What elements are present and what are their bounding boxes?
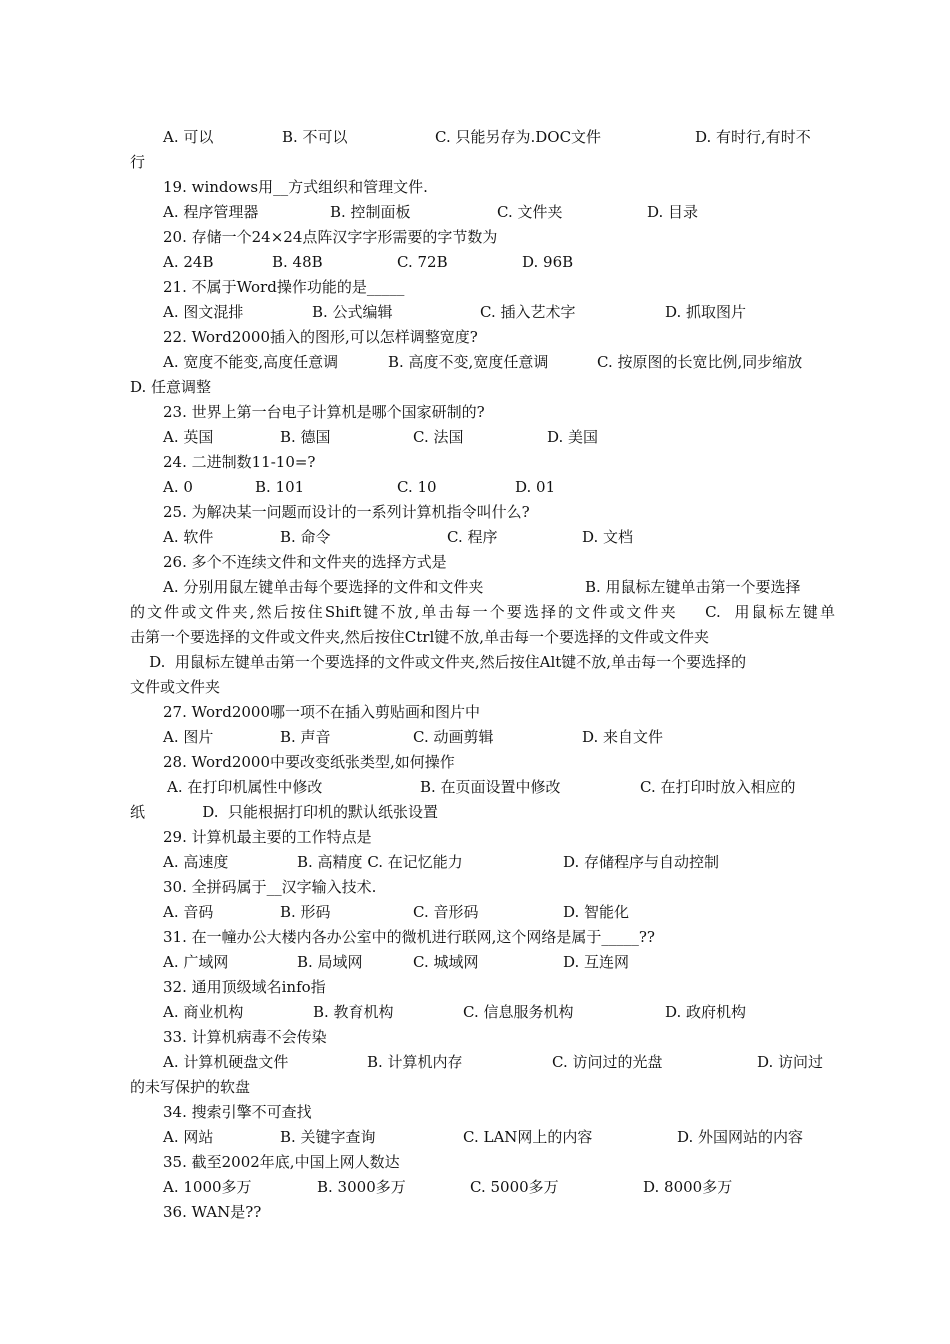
question-line: 29. 计算机最主要的工作特点是	[163, 828, 372, 846]
options-line	[130, 350, 868, 375]
option-d: D. 美国	[547, 428, 599, 446]
option-d: D. 存储程序与自动控制	[563, 853, 720, 871]
question-line: 20. 存储一个24×24点阵汉字字形需要的字节数为	[163, 228, 498, 246]
option-b: B. 声音	[280, 728, 331, 746]
option-b: B. 计算机内存	[367, 1053, 463, 1071]
options-line	[130, 950, 868, 975]
text-line: 纸 D. 只能根据打印机的默认纸张设置	[130, 803, 439, 821]
option-a: A. 高速度	[163, 853, 229, 871]
option-a: A. 软件	[163, 528, 214, 546]
text-line: 击第一个要选择的文件或文件夹,然后按住Ctrl键不放,单击每一个要选择的文件或文件夹	[130, 628, 710, 646]
option-c: C. 访问过的光盘	[552, 1053, 663, 1071]
option-b: B. 控制面板	[330, 203, 411, 221]
text-line: 文件或文件夹	[130, 678, 221, 696]
option-a: A. 程序管理器	[163, 203, 259, 221]
option-b: B. 高精度 C. 在记忆能力	[297, 853, 463, 871]
option-d: D. 访问过	[757, 1053, 824, 1071]
option-a: A. 网站	[163, 1128, 214, 1146]
question-line: 23. 世界上第一台电子计算机是哪个国家研制的?	[163, 403, 485, 421]
text-line: D. 用鼠标左键单击第一个要选择的文件或文件夹,然后按住Alt键不放,单击每一个要选择的	[130, 653, 747, 671]
option-b: B. 教育机构	[313, 1003, 394, 1021]
question-line: 22. Word2000插入的图形,可以怎样调整宽度?	[163, 328, 478, 346]
option-d: D. 8000多万	[643, 1178, 733, 1196]
options-line	[130, 250, 868, 275]
options-line	[130, 775, 868, 800]
option-a: A. 音码	[163, 903, 214, 921]
option-a: A. 商业机构	[163, 1003, 244, 1021]
option-b: B. 德国	[280, 428, 331, 446]
option-c: C. 72B	[397, 253, 448, 271]
option-a: A. 图片	[163, 728, 214, 746]
option-d: D. 政府机构	[665, 1003, 747, 1021]
option-a: A. 1000多万	[163, 1178, 252, 1196]
option-d: D. 96B	[522, 253, 574, 271]
question-line: 30. 全拼码属于__汉字输入技术.	[163, 878, 377, 896]
options-line	[130, 125, 868, 150]
option-c: C. 5000多万	[470, 1178, 559, 1196]
question-line: 36. WAN是??	[163, 1203, 262, 1221]
options-line	[130, 575, 868, 600]
question-line: 31. 在一幢办公大楼内各办公室中的微机进行联网,这个网络是属于_____??	[163, 928, 655, 946]
option-b: B. 在页面设置中修改	[420, 778, 561, 796]
option-b: B. 形码	[280, 903, 331, 921]
option-a: A. 图文混排	[163, 303, 244, 321]
option-a: A. 0	[163, 478, 193, 496]
option-d: D. 目录	[647, 203, 699, 221]
option-c: C. LAN网上的内容	[463, 1128, 593, 1146]
option-c: C. 10	[397, 478, 437, 496]
option-a: A. 广域网	[163, 953, 229, 971]
option-b: B. 公式编辑	[312, 303, 393, 321]
option-b: B. 48B	[272, 253, 323, 271]
options-line	[130, 900, 868, 925]
question-line: 35. 截至2002年底,中国上网人数达	[163, 1153, 400, 1171]
options-line	[130, 425, 868, 450]
option-b: B. 高度不变,宽度任意调	[388, 353, 549, 371]
text-line: 的文件或文件夹,然后按住Shift键不放,单击每一个要选择的文件或文件夹 C. 用鼠标左键单	[130, 603, 835, 621]
question-line: 27. Word2000哪一项不在插入剪贴画和图片中	[163, 703, 481, 721]
option-b: B. 3000多万	[317, 1178, 406, 1196]
options-line	[130, 525, 868, 550]
question-line: 26. 多个不连续文件和文件夹的选择方式是	[163, 553, 447, 571]
options-line	[130, 1125, 868, 1150]
question-line: 34. 搜索引擎不可查找	[163, 1103, 312, 1121]
option-c: C. 只能另存为.DOC文件	[435, 128, 602, 146]
option-c: C. 法国	[413, 428, 464, 446]
question-line: 25. 为解决某一问题而设计的一系列计算机指令叫什么?	[163, 503, 530, 521]
options-line	[130, 1000, 868, 1025]
option-a: A. 24B	[163, 253, 214, 271]
option-c: C. 动画剪辑	[413, 728, 494, 746]
text-line: D. 任意调整	[130, 378, 212, 396]
options-line	[130, 200, 868, 225]
option-c: C. 信息服务机构	[463, 1003, 574, 1021]
option-d: D. 抓取图片	[665, 303, 747, 321]
option-d: D. 来自文件	[582, 728, 664, 746]
option-a: A. 在打印机属性中修改	[167, 778, 323, 796]
text-line: 行	[130, 153, 146, 171]
option-b: B. 不可以	[282, 128, 348, 146]
options-line	[130, 300, 868, 325]
option-a: A. 宽度不能变,高度任意调	[163, 353, 339, 371]
question-line: 32. 通用顶级域名info指	[163, 978, 326, 996]
options-line	[130, 1175, 868, 1200]
question-line: 28. Word2000中要改变纸张类型,如何操作	[163, 753, 455, 771]
option-a: A. 计算机硬盘文件	[163, 1053, 289, 1071]
option-b: B. 101	[255, 478, 305, 496]
options-line	[130, 850, 868, 875]
option-b: B. 局域网	[297, 953, 363, 971]
options-line	[130, 1050, 868, 1075]
question-line: 19. windows用__方式组织和管理文件.	[163, 178, 428, 196]
option-c: C. 在打印时放入相应的	[640, 778, 796, 796]
option-c: C. 程序	[447, 528, 498, 546]
options-line	[130, 725, 868, 750]
option-d: D. 互连网	[563, 953, 630, 971]
options-line	[130, 475, 868, 500]
option-d: D. 01	[515, 478, 556, 496]
question-line: 24. 二进制数11-10=?	[163, 453, 316, 471]
option-b: B. 命令	[280, 528, 331, 546]
option-c: C. 城域网	[413, 953, 479, 971]
option-d: D. 有时行,有时不	[695, 128, 811, 146]
question-line: 33. 计算机病毒不会传染	[163, 1028, 327, 1046]
option-c: C. 音形码	[413, 903, 479, 921]
question-line: 21. 不属于Word操作功能的是_____	[163, 278, 405, 296]
option-b: B. 关键字查询	[280, 1128, 376, 1146]
option-d: D. 智能化	[563, 903, 630, 921]
option-c: C. 插入艺术字	[480, 303, 576, 321]
text-line: 的未写保护的软盘	[130, 1078, 251, 1096]
option-c: C. 按原图的长宽比例,同步缩放	[597, 353, 803, 371]
option-a: A. 可以	[163, 128, 214, 146]
option-a: A. 英国	[163, 428, 214, 446]
option-a: A. 分别用鼠左键单击每个要选择的文件和文件夹	[163, 578, 484, 596]
option-c: C. 文件夹	[497, 203, 563, 221]
option-d: D. 外国网站的内容	[677, 1128, 804, 1146]
option-d: D. 文档	[582, 528, 634, 546]
option-b: B. 用鼠标左键单击第一个要选择	[585, 578, 801, 596]
